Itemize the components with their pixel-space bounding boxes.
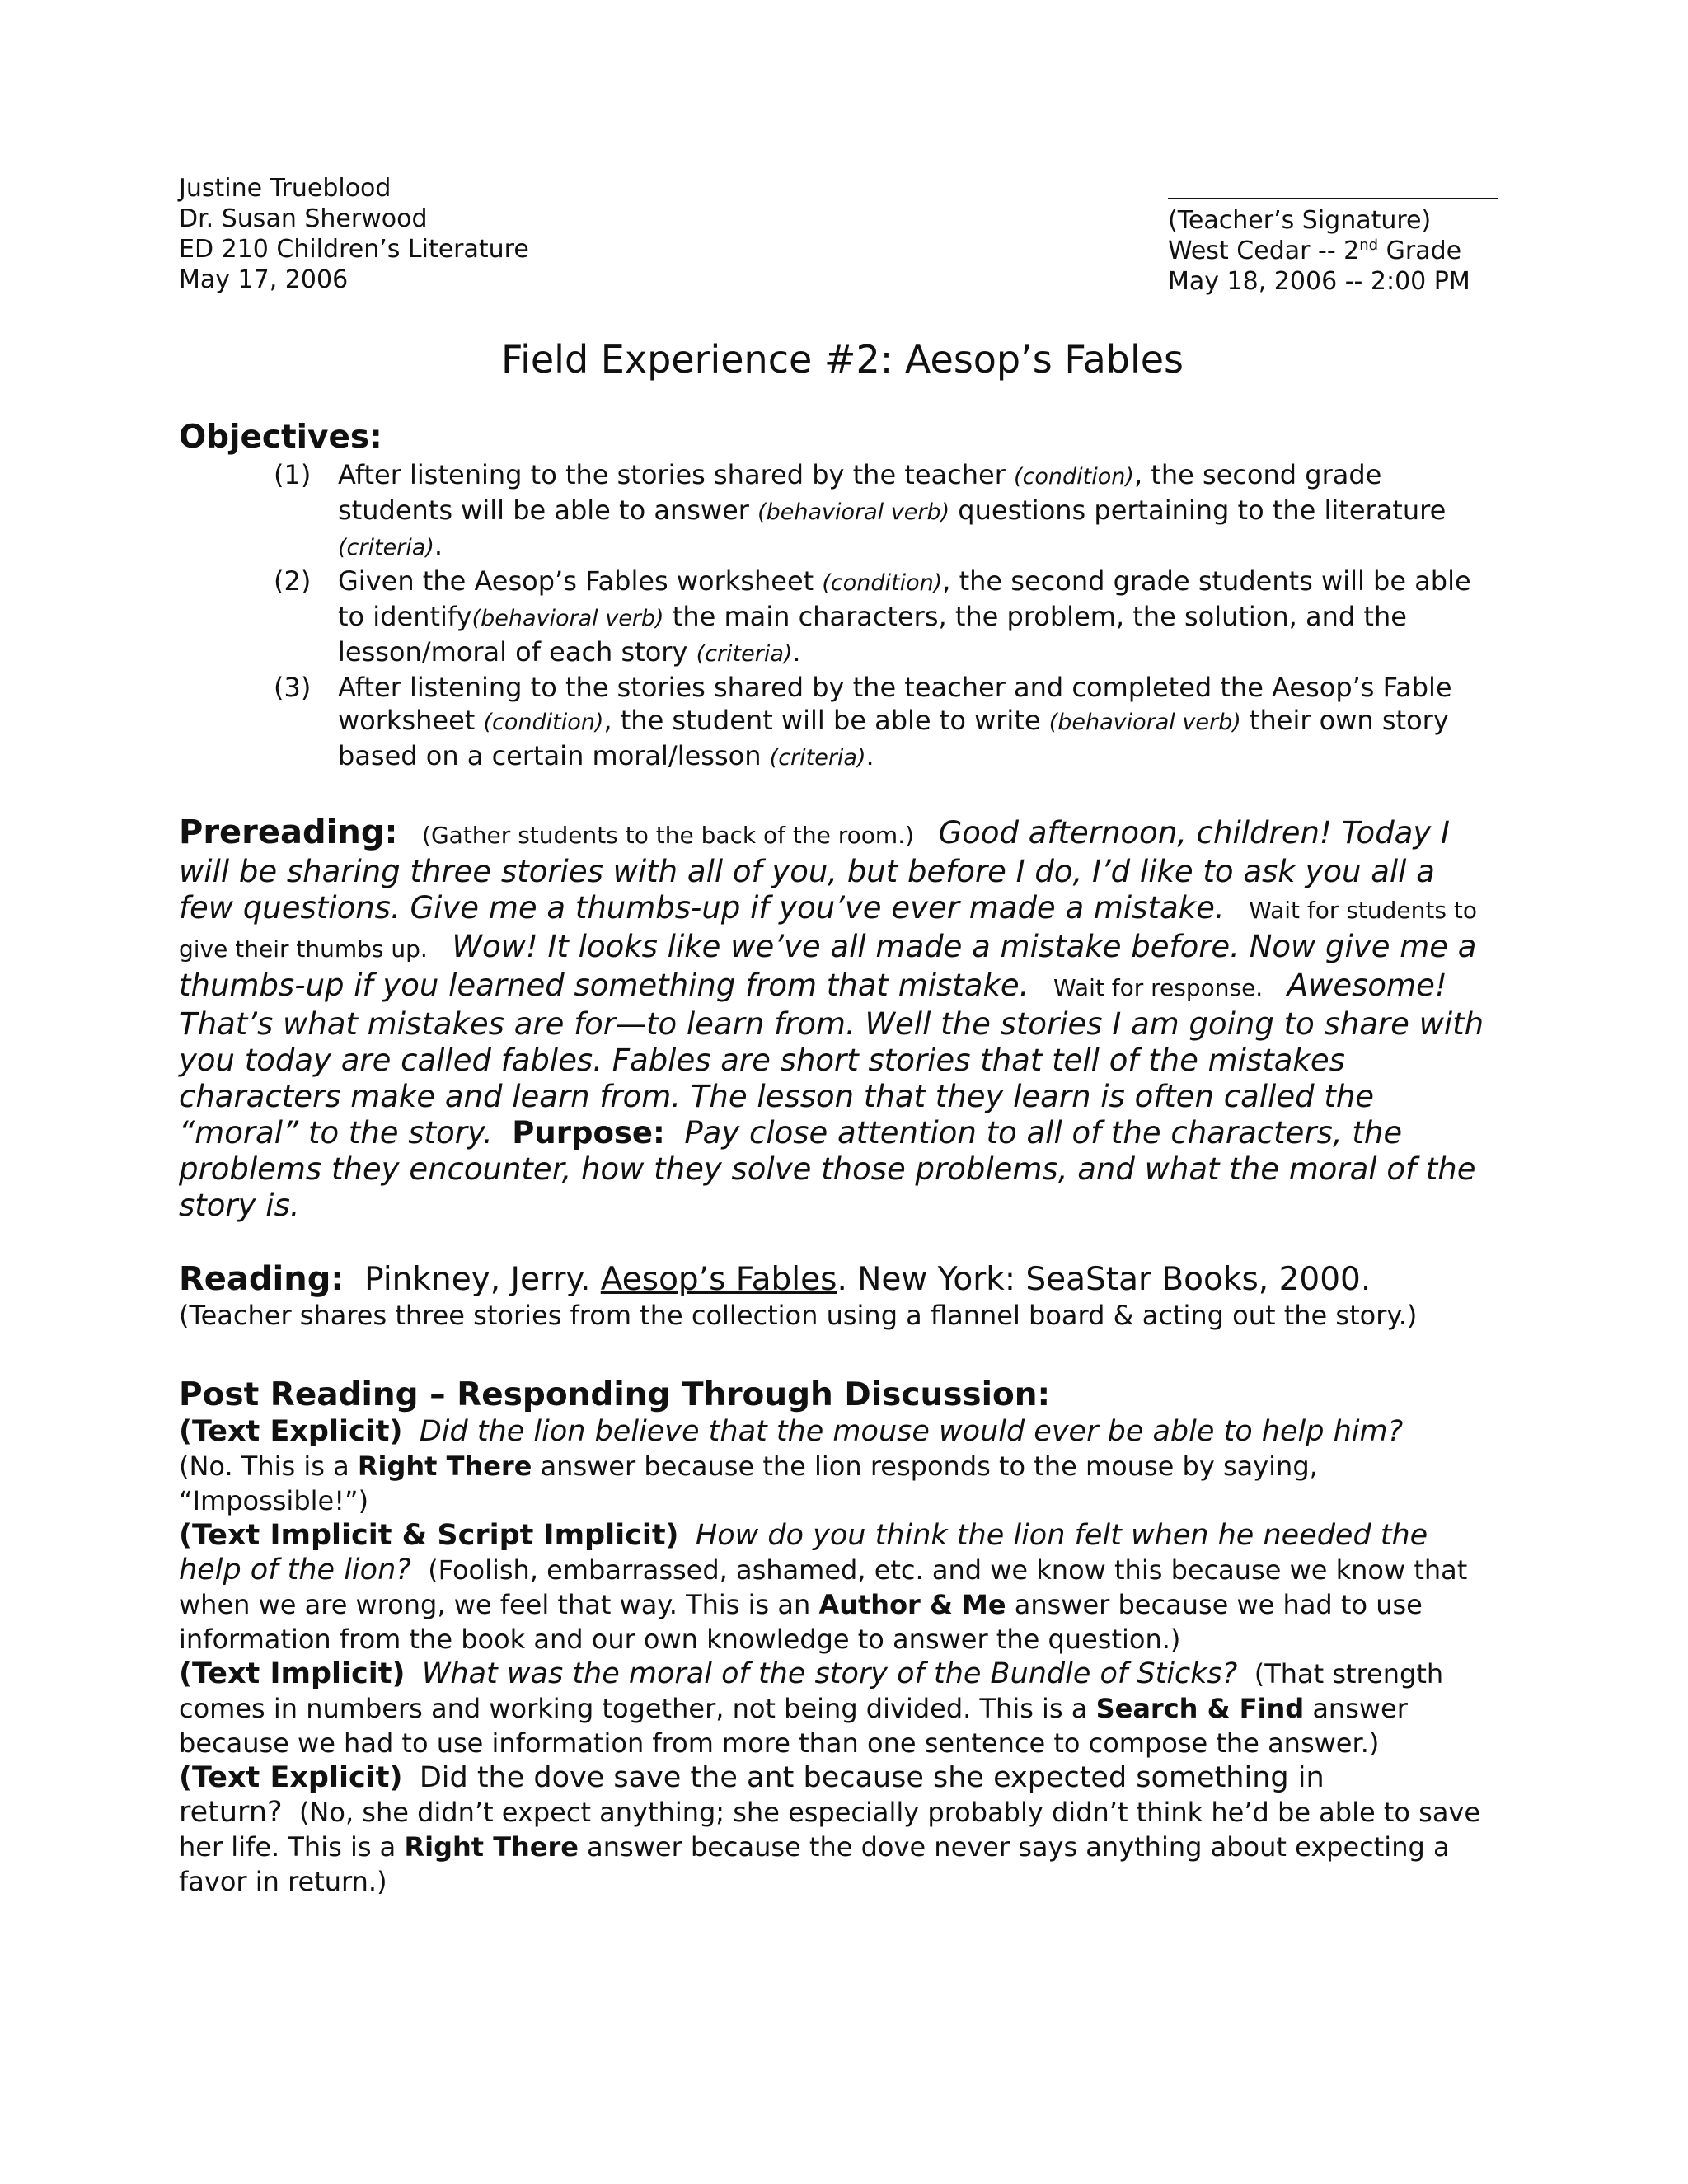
objective-tag: (criteria) bbox=[769, 745, 866, 771]
question-item bbox=[179, 1657, 1498, 1760]
objective-tag: (behavioral verb) bbox=[757, 499, 950, 525]
signature-label: (Teacher’s Signature) bbox=[1168, 206, 1432, 235]
question-item bbox=[179, 1414, 1498, 1518]
question-type: (Text Implicit & Script Implicit) bbox=[179, 1519, 679, 1552]
objectives-list bbox=[179, 458, 1498, 775]
lesson-datetime: May 18, 2006 -- 2:00 PM bbox=[1168, 267, 1470, 296]
answer-keyword: Right There bbox=[404, 1831, 579, 1863]
question-text: Did the dove save the ant because she expected something in return? bbox=[179, 1761, 1325, 1829]
objective-tag: (behavioral verb) bbox=[1048, 710, 1241, 735]
stage-direction: (Gather students to the back of the room.) bbox=[422, 822, 915, 849]
page-title: Field Experience #2: Aesop’s Fables bbox=[500, 337, 1184, 382]
header-left bbox=[179, 173, 529, 295]
stage-direction: Wait for students to give their thumbs up. bbox=[179, 897, 1477, 963]
instructor-name: Dr. Susan Sherwood bbox=[179, 204, 428, 233]
objective-item bbox=[179, 671, 1498, 775]
objective-tag: (condition) bbox=[1014, 464, 1134, 490]
teacher-script: Wow! It looks like we’ve all made a mistake before. Now give me a thumbs-up if you learned something from that mistake. bbox=[179, 929, 1477, 1003]
student-name: Justine Trueblood bbox=[179, 174, 392, 203]
objective-text: Given the Aesop’s Fables worksheet bbox=[338, 565, 823, 597]
question-item bbox=[179, 1760, 1498, 1899]
purpose-label: Purpose: bbox=[512, 1115, 665, 1151]
post-reading-section bbox=[179, 1376, 1498, 1899]
objective-number: (3) bbox=[274, 672, 312, 703]
objective-text: After listening to the stories shared by the teacher and completed the Aesop’s Fable worksheet bbox=[338, 672, 1452, 736]
document-page bbox=[179, 173, 1498, 1899]
answer-keyword: Author & Me bbox=[818, 1589, 1006, 1620]
reading-publisher: . New York: SeaStar Books, 2000. bbox=[837, 1261, 1372, 1298]
post-reading-heading: Post Reading – Responding Through Discussion: bbox=[179, 1376, 1051, 1413]
question-type: (Text Explicit) bbox=[179, 1761, 403, 1794]
prereading-section bbox=[179, 814, 1498, 1224]
answer-text: (No. This is a Right There answer because the lion responds to the mouse by saying, “Impossible!”) bbox=[179, 1451, 1318, 1516]
school-grade: West Cedar -- 2nd Grade bbox=[1168, 237, 1462, 265]
answer-text: (No, she didn’t expect anything; she especially probably didn’t think he’d be able to save her life. This is a Right There answer because the dove never says anything about expecting a favor in return.) bbox=[179, 1797, 1481, 1897]
stage-direction: Wait for response. bbox=[1053, 974, 1264, 1001]
answer-text: (Foolish, embarrassed, ashamed, etc. and we know this because we know that when we are wrong, we feel that way. This is an Author & Me answer because we had to use information from the book and our own knowledge to answer the question.) bbox=[179, 1554, 1468, 1655]
question-type: (Text Implicit) bbox=[179, 1657, 406, 1690]
objective-text: , the second grade students will be able to answer bbox=[338, 459, 1382, 526]
course-name: ED 210 Children’s Literature bbox=[179, 235, 529, 264]
objective-item bbox=[179, 565, 1498, 671]
question-type: (Text Explicit) bbox=[179, 1415, 403, 1448]
objective-text: the main characters, the problem, the solution, and the lesson/moral of each story bbox=[338, 601, 1407, 668]
objective-number: (1) bbox=[274, 459, 312, 490]
question-text: Did the lion believe that the mouse would ever be able to help him? bbox=[419, 1415, 1404, 1448]
reading-heading: Reading: bbox=[179, 1260, 345, 1298]
objective-text: , the second grade students will be able to identify bbox=[338, 565, 1471, 632]
objective-tag: (criteria) bbox=[338, 535, 434, 560]
objective-tag: (criteria) bbox=[696, 641, 793, 667]
teacher-script: Good afternoon, children! Today I will be sharing three stories with all of you, but before I do, I’d like to ask you all a few questions. Give me a thumbs-up if you’ve ever made a mistake. bbox=[179, 815, 1450, 926]
objective-text: , the student will be able to write bbox=[603, 705, 1049, 736]
objective-text: After listening to the stories shared by the teacher bbox=[338, 459, 1015, 490]
objective-text: . bbox=[865, 740, 874, 771]
question-text: What was the moral of the story of the Bundle of Sticks? bbox=[421, 1657, 1238, 1690]
answer-keyword: Search & Find bbox=[1095, 1693, 1305, 1724]
signature-line bbox=[1168, 173, 1498, 199]
question-text: How do you think the lion felt when he needed the help of the lion? bbox=[179, 1519, 1428, 1586]
objective-tag: (behavioral verb) bbox=[471, 606, 664, 631]
reading-book-title: Aesop’s Fables bbox=[600, 1261, 837, 1298]
answer-text: (That strength comes in numbers and working together, not being divided. This is a Search & Find answer because we had to use information from more than one sentence to compose the answer.) bbox=[179, 1658, 1444, 1759]
reading-author: Pinkney, Jerry. bbox=[364, 1261, 591, 1298]
teacher-script: Awesome! That’s what mistakes are for—to learn from. Well the stories I am going to share with you today are called fables. Fables are short stories that tell of the mistakes characters make and learn from. The lesson that they learn is often called the “moral” to the story. bbox=[179, 968, 1484, 1151]
reading-note: (Teacher shares three stories from the collection using a flannel board & acting out the story.) bbox=[179, 1300, 1418, 1331]
answer-keyword: Right There bbox=[357, 1451, 532, 1482]
objectives-section bbox=[179, 419, 1498, 775]
objective-tag: (condition) bbox=[822, 570, 943, 596]
question-item bbox=[179, 1518, 1498, 1657]
purpose-text: Pay close attention to all of the characters, the problems they encounter, how they solve those problems, and what the moral of the story is. bbox=[179, 1115, 1476, 1223]
objective-text: questions pertaining to the literature bbox=[950, 494, 1447, 526]
objective-tag: (condition) bbox=[483, 710, 604, 735]
reading-citation bbox=[179, 1260, 1498, 1299]
submission-date: May 17, 2006 bbox=[179, 265, 349, 294]
objective-text: . bbox=[434, 530, 443, 561]
prereading-heading: Prereading: bbox=[179, 813, 398, 851]
reading-section bbox=[179, 1260, 1498, 1332]
header-block bbox=[179, 173, 1498, 305]
header-right bbox=[1168, 173, 1498, 297]
objectives-heading: Objectives: bbox=[179, 419, 382, 456]
objective-number: (2) bbox=[274, 565, 312, 597]
objective-item bbox=[179, 458, 1498, 565]
objective-text: their own story based on a certain moral/lesson bbox=[338, 705, 1449, 771]
objective-text: . bbox=[792, 636, 801, 668]
